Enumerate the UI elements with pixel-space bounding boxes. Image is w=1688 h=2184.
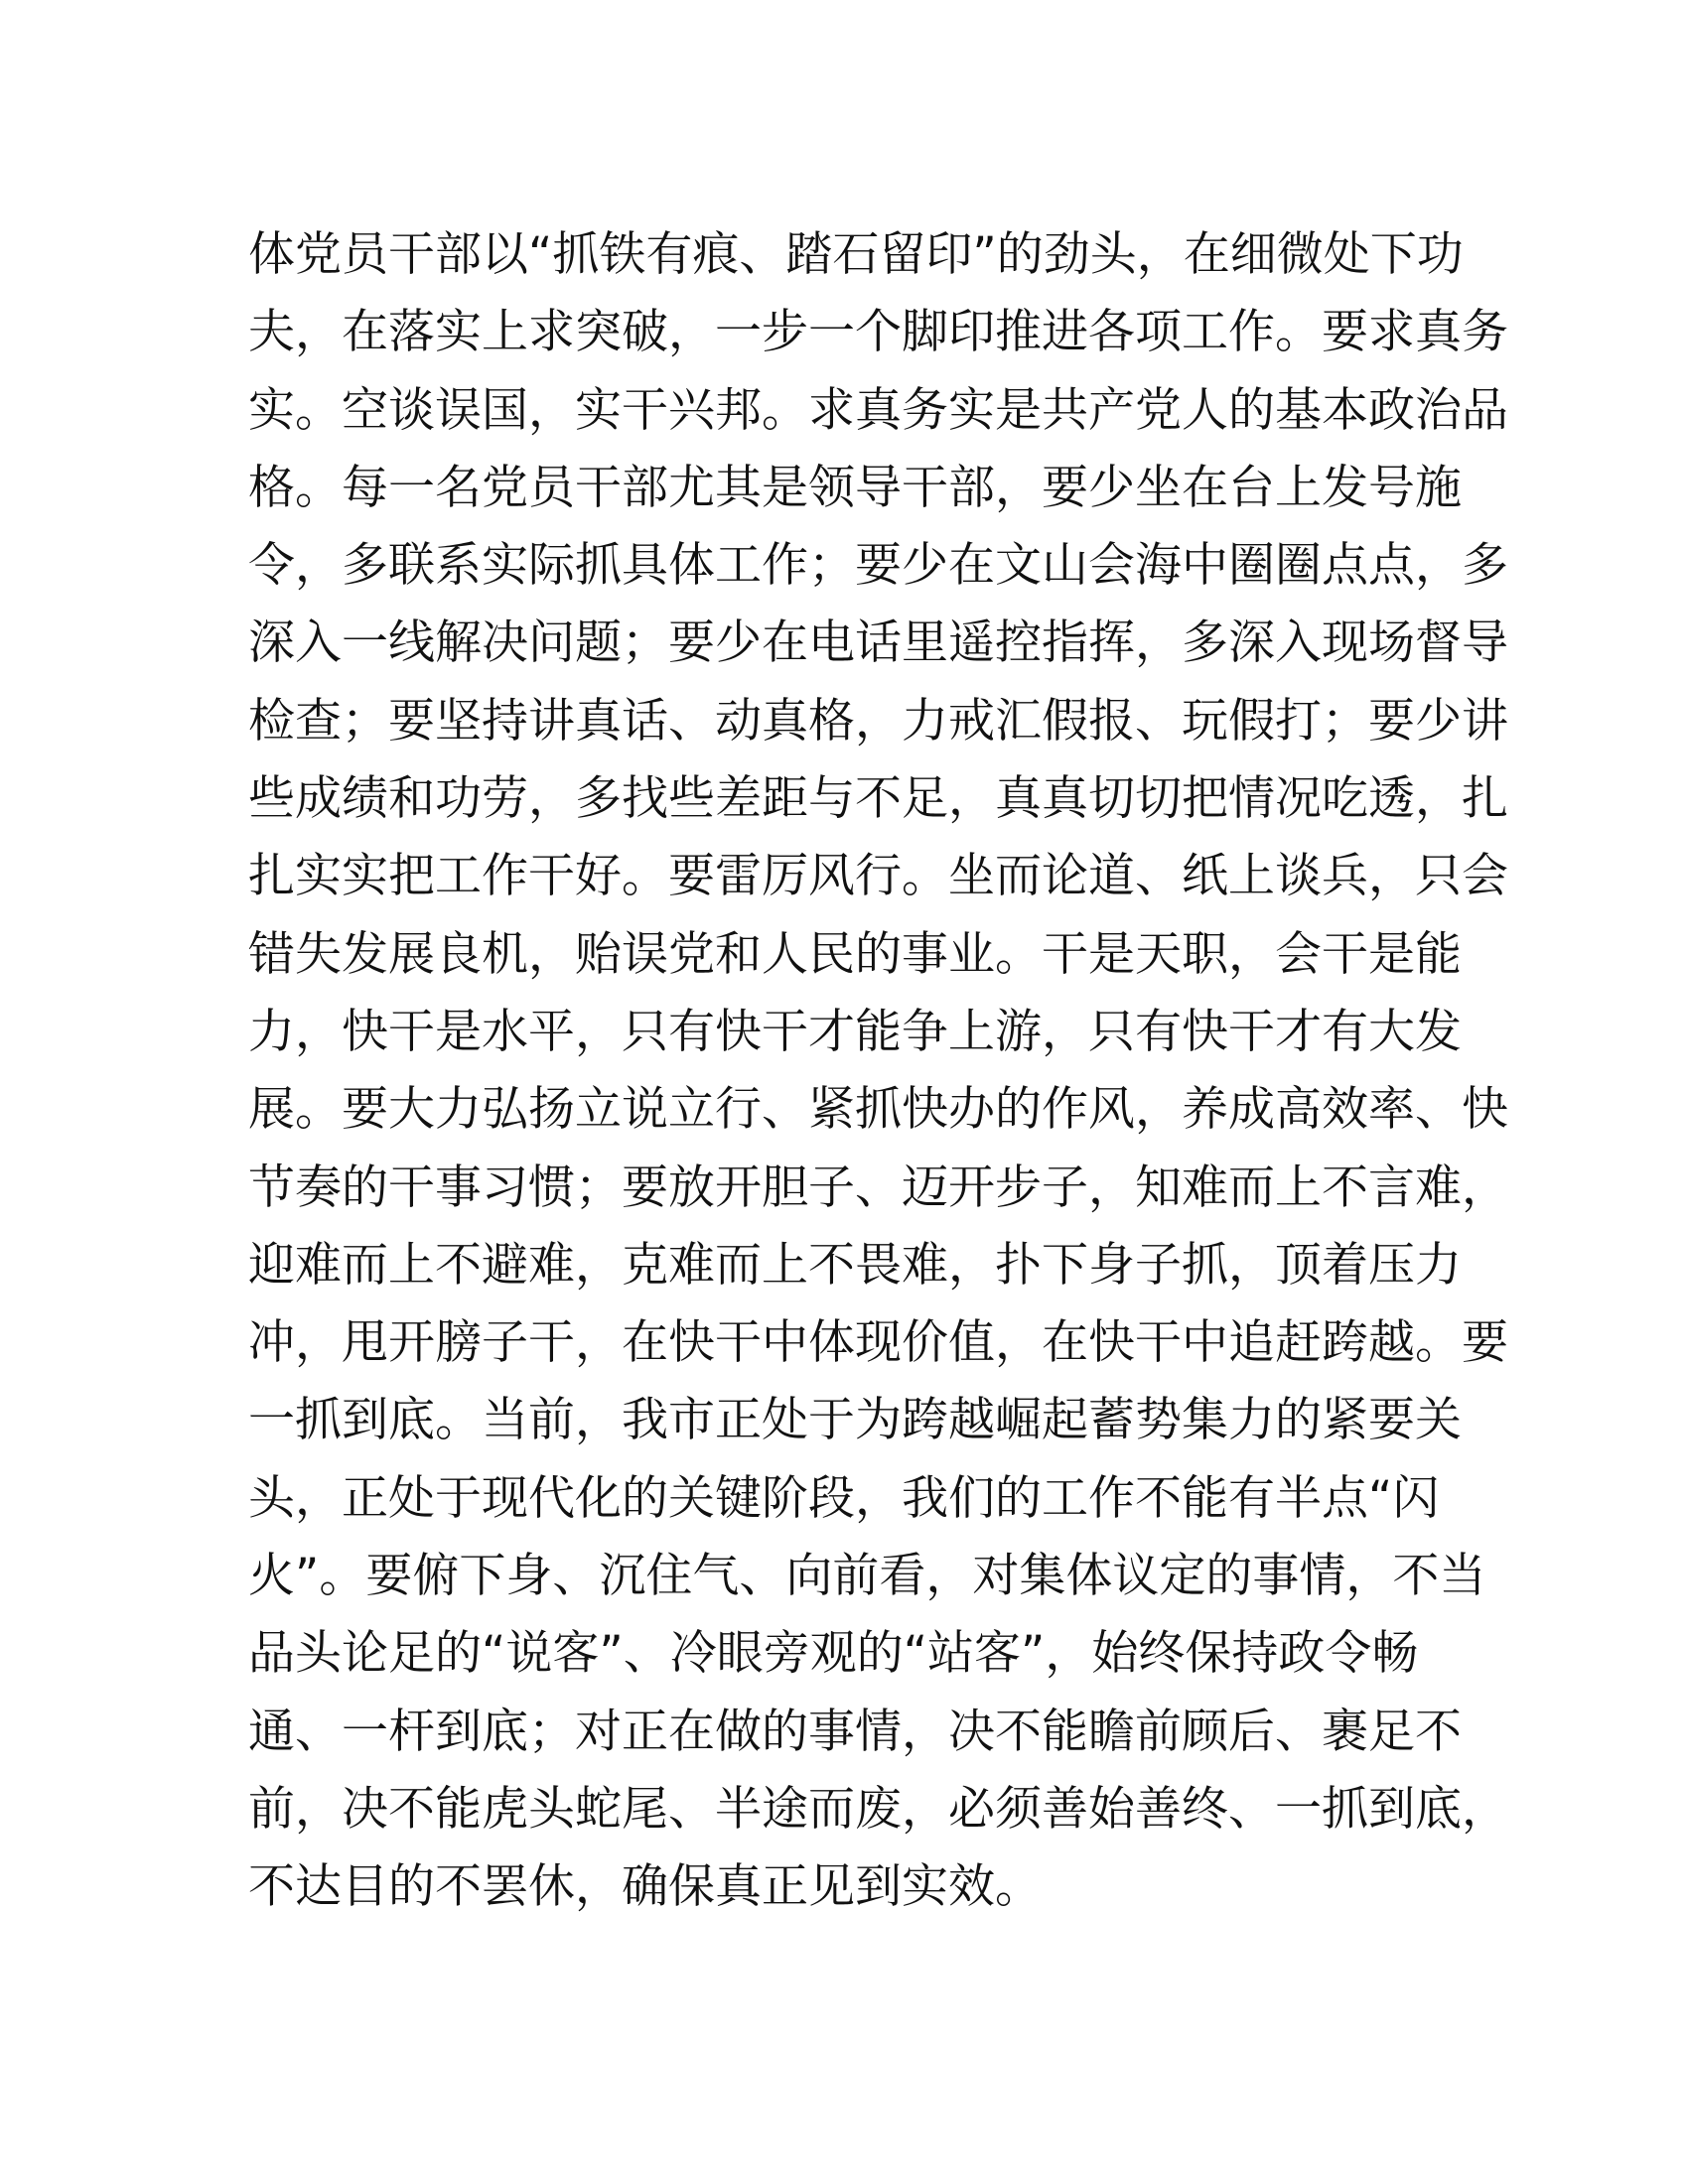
paragraph-line: 火”。要俯下身、沉住气、向前看，对集体议定的事情，不当: [248, 1549, 1486, 1604]
paragraph-line: 错失发展良机，贻误党和人民的事业。干是天职，会干是能: [248, 926, 1462, 982]
paragraph-line: 迎难而上不避难，克难而上不畏难，扑下身子抓，顶着压力: [248, 1237, 1462, 1293]
paragraph-line: 深入一线解决问题；要少在电话里遥控指挥，多深入现场督导: [248, 615, 1508, 671]
paragraph-line: 实。空谈误国，实干兴邦。求真务实是共产党人的基本政治品: [248, 382, 1508, 438]
paragraph-line: 品头论足的“说客”、冷眼旁观的“站客”，始终保持政令畅: [248, 1626, 1419, 1682]
paragraph-line: 一抓到底。当前，我市正处于为跨越崛起蓄势集力的紧要关: [248, 1393, 1462, 1448]
paragraph-line: 节奏的干事习惯；要放开胆子、迈开步子，知难而上不言难，: [248, 1160, 1508, 1215]
paragraph-line: 前，决不能虎头蛇尾、半途而废，必须善始善终、一抓到底，: [248, 1781, 1508, 1837]
paragraph-line: 不达目的不罢休，确保真正见到实效。: [248, 1859, 1042, 1915]
paragraph-line: 检查；要坚持讲真话、动真格，力戒汇假报、玩假打；要少讲: [248, 693, 1508, 749]
paragraph-line: 力，快干是水平，只有快干才能争上游，只有快干才有大发: [248, 1004, 1462, 1059]
paragraph-line: 扎实实把工作干好。要雷厉风行。坐而论道、纸上谈兵，只会: [248, 849, 1508, 904]
paragraph-line: 令，多联系实际抓具体工作；要少在文山会海中圈圈点点，多: [248, 538, 1508, 594]
paragraph-line: 通、一杆到底；对正在做的事情，决不能瞻前顾后、裹足不: [248, 1704, 1462, 1759]
paragraph-line: 夫，在落实上求突破，一步一个脚印推进各项工作。要求真务: [248, 305, 1508, 360]
paragraph-line: 些成绩和功劳，多找些差距与不足，真真切切把情况吃透，扎: [248, 771, 1508, 827]
paragraph-line: 头，正处于现代化的关键阶段，我们的工作不能有半点“闪: [248, 1470, 1440, 1526]
body-paragraph: [248, 216, 1508, 1927]
paragraph-line: 格。每一名党员干部尤其是领导干部，要少坐在台上发号施: [248, 460, 1462, 515]
paragraph-line: 体党员干部以“抓铁有痕、踏石留印”的劲头，在细微处下功: [248, 227, 1464, 282]
paragraph-line: 展。要大力弘扬立说立行、紧抓快办的作风，养成高效率、快: [248, 1082, 1508, 1138]
paragraph-line: 冲，甩开膀子干，在快干中体现价值，在快干中追赶跨越。要: [248, 1315, 1508, 1371]
